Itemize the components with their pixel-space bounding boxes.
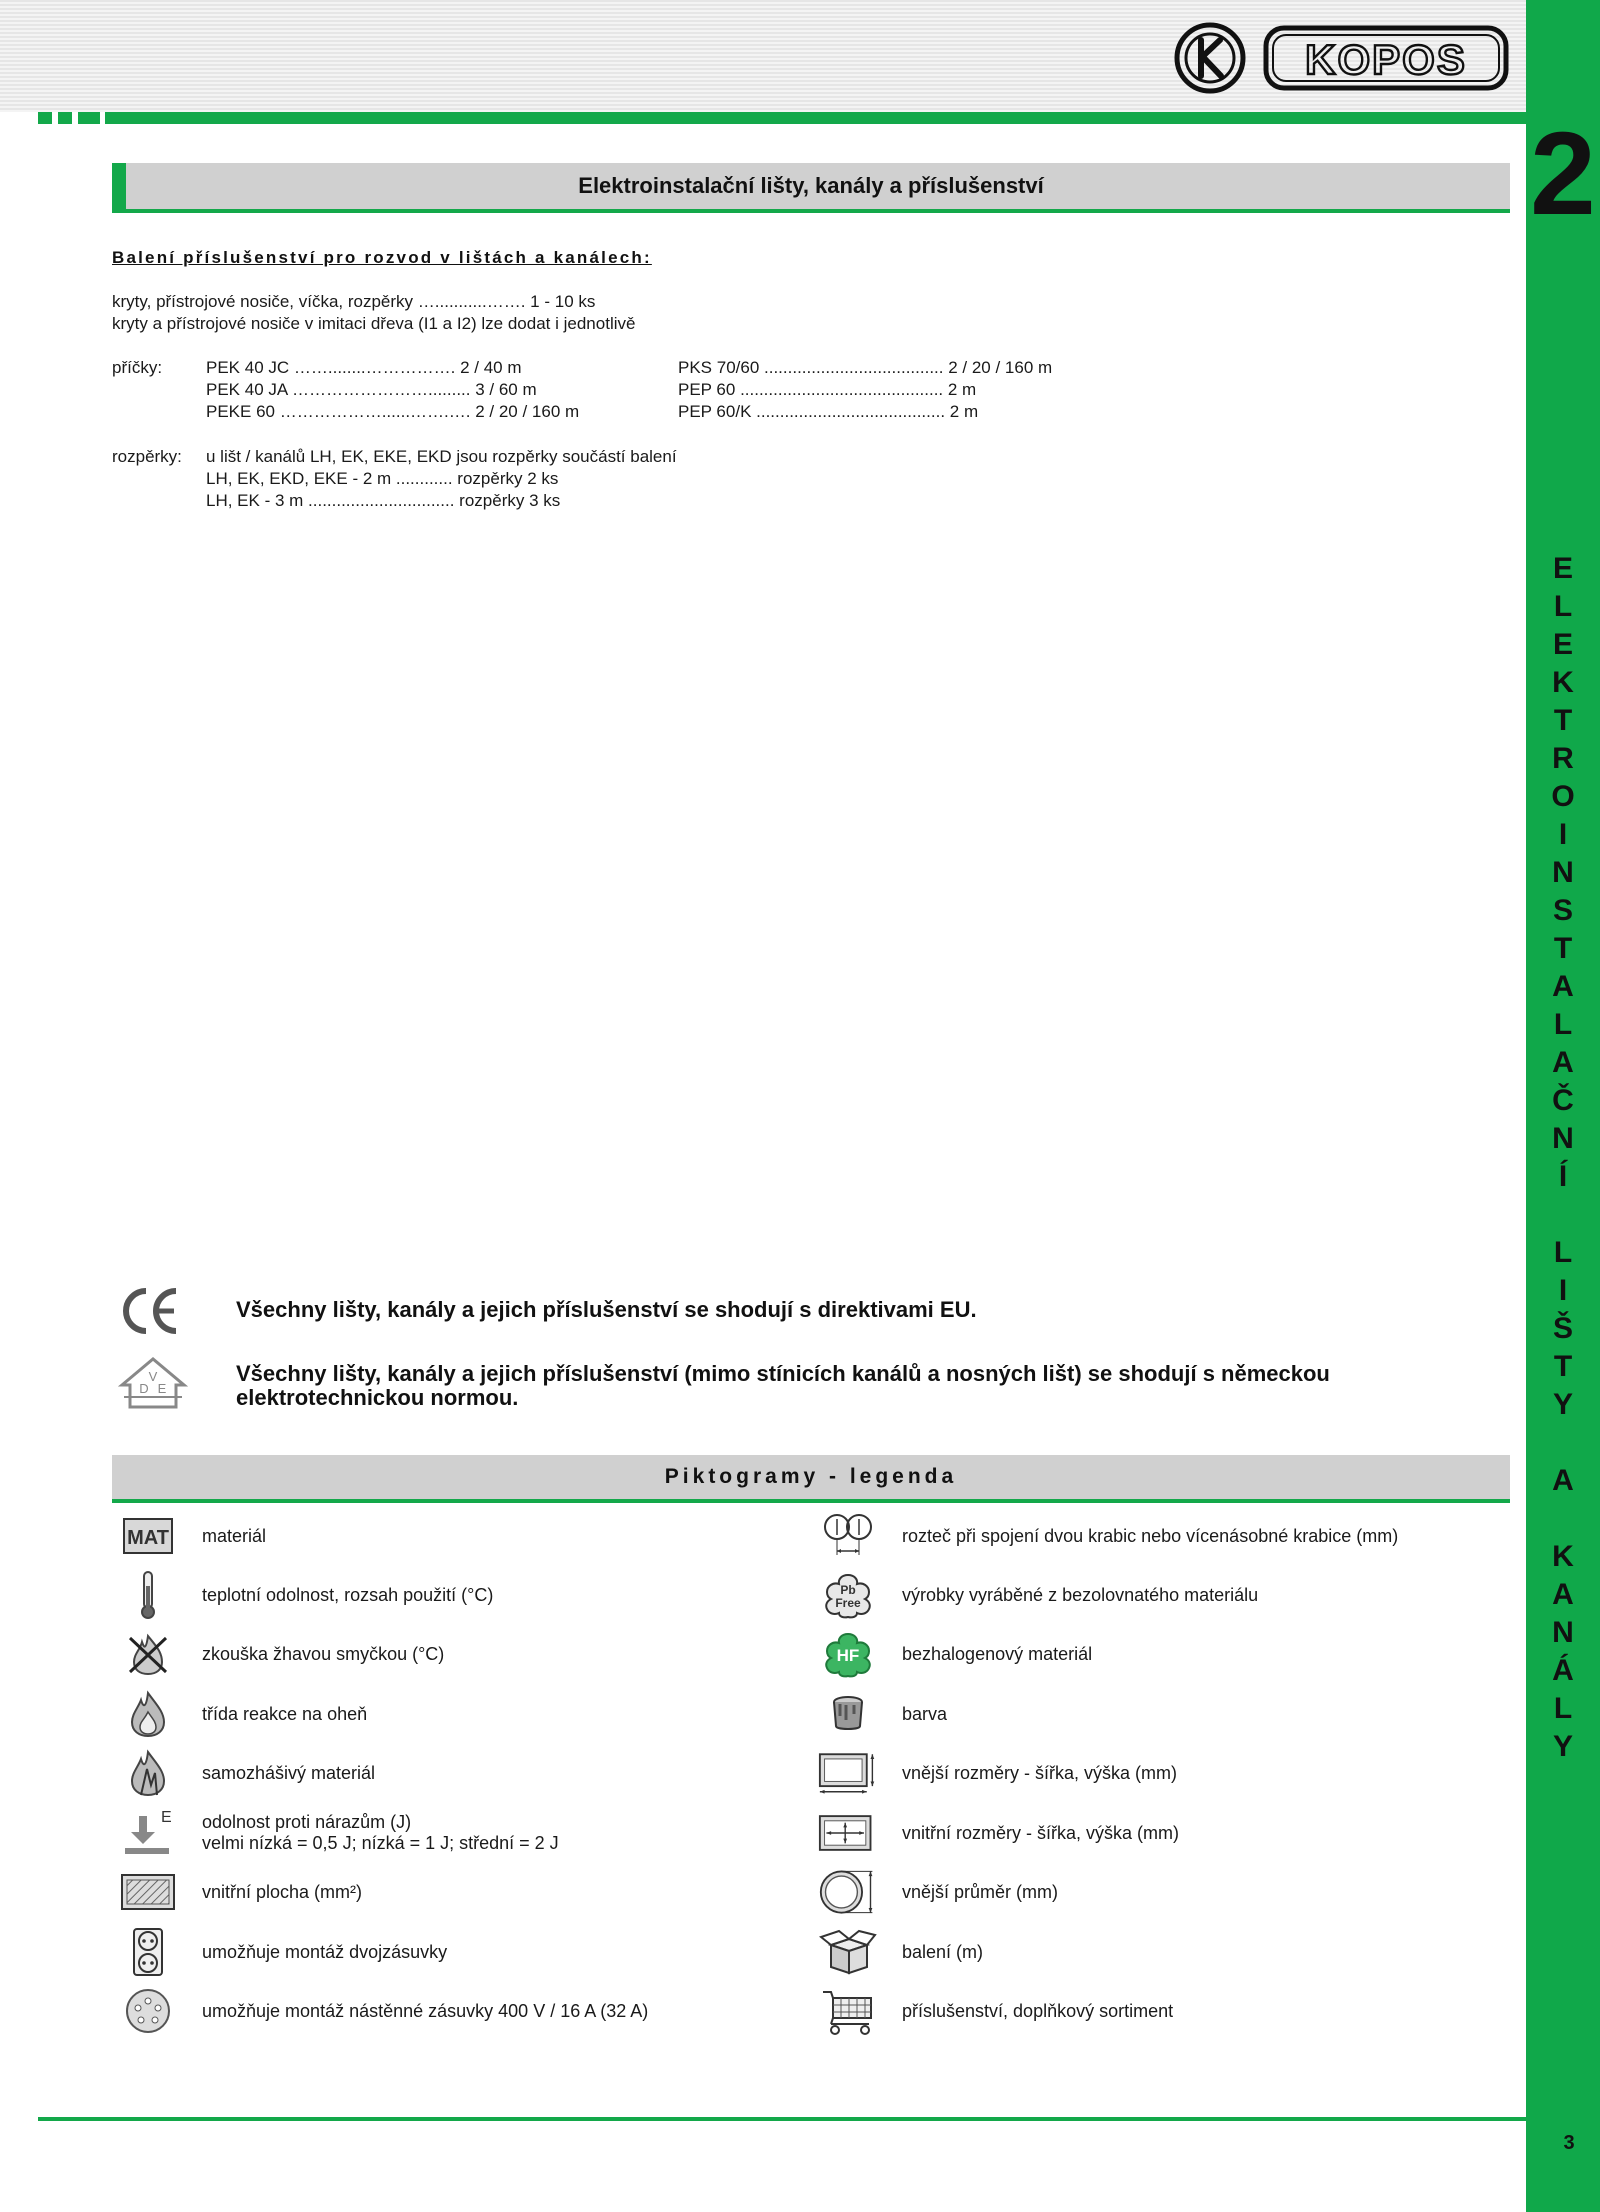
pricky-right-1: PKS 70/60 ...................................... 2 / 20 / 160 m <box>678 358 1053 377</box>
logo-text: KOPOS <box>1305 36 1467 83</box>
legend-item-inner-area <box>118 1867 362 1917</box>
sidebar-title-letter: Š <box>1552 1312 1573 1345</box>
sidebar-title-letter: N <box>1552 1122 1574 1155</box>
vde-statement-line-2: elektrotechnickou normou. <box>236 1385 519 1410</box>
sidebar-title-letter: T <box>1553 1350 1573 1383</box>
legend-item-glow-wire <box>118 1629 444 1679</box>
sidebar-title-letter <box>1526 1196 1600 1234</box>
sidebar-title-letter: E <box>1552 628 1573 661</box>
double-socket-icon <box>118 1927 178 1977</box>
legend-heading: Piktogramy - legenda <box>664 1465 958 1488</box>
sidebar-title-letter: O <box>1551 780 1575 813</box>
sidebar-title-letter: S <box>1552 894 1573 927</box>
page-title: Elektroinstalační lišty, kanály a příslušenství <box>578 173 1044 198</box>
legend-item-outer-dimensions <box>818 1748 1177 1798</box>
legend-item-accessories <box>818 1986 1173 2036</box>
package-box-icon <box>818 1927 878 1977</box>
legend-label: vnější rozměry - šířka, výška (mm) <box>902 1762 1178 1783</box>
header-dash-2 <box>58 112 72 124</box>
svg-text:HF: HF <box>836 1646 860 1665</box>
sidebar-title-letter: L <box>1553 1236 1573 1269</box>
impact-icon <box>118 1808 178 1858</box>
legend-item-temperature <box>118 1570 493 1620</box>
title-bar-underline <box>112 209 1510 213</box>
footer-line <box>38 2117 1526 2121</box>
legend-item-outer-diameter <box>818 1867 1058 1917</box>
rozperky-line-1: u lišt / kanálů LH, EK, EKE, EKD jsou rozpěrky součástí balení <box>206 447 677 466</box>
sidebar-title-letter: K <box>1552 1540 1574 1573</box>
legend-item-pb-free <box>818 1570 1258 1620</box>
legend-item-packaging <box>818 1927 983 1977</box>
sidebar-title-letter: T <box>1553 704 1573 737</box>
svg-text:E: E <box>157 1381 167 1396</box>
vde-statement <box>236 1362 1330 1410</box>
sidebar-title-letter: A <box>1552 1578 1574 1611</box>
socket-400v-icon <box>118 1986 178 2036</box>
sidebar-title-letter: A <box>1552 1464 1574 1497</box>
legend-heading-bar <box>112 1455 1510 1499</box>
kopos-logo <box>1170 20 1510 100</box>
ce-statement: Všechny lišty, kanály a jejich příslušenství se shodují s direktivami EU. <box>236 1297 977 1322</box>
rozperky-line-3: LH, EK - 3 m ............................... rozpěrky 3 ks <box>206 491 561 510</box>
svg-text:Free: Free <box>835 1596 861 1610</box>
box-pitch-icon <box>818 1511 878 1561</box>
svg-text:D: D <box>139 1381 149 1396</box>
legend-label-impact <box>202 1812 559 1854</box>
sidebar-title-letter: T <box>1553 932 1573 965</box>
sidebar-title-letter: L <box>1553 1008 1573 1041</box>
chapter-number: 2 <box>1530 108 1596 240</box>
rozperky-label: rozpěrky: <box>112 447 182 466</box>
legend-label: samozhášivý materiál <box>202 1762 376 1783</box>
sidebar-title-letter: Y <box>1552 1730 1573 1763</box>
sidebar-title-letter: Í <box>1558 1160 1568 1193</box>
ce-mark-icon <box>118 1283 182 1339</box>
legend-item-socket-400v <box>118 1986 648 2036</box>
inner-dimensions-icon <box>818 1808 878 1858</box>
header-green-line <box>105 112 1526 124</box>
legend-label: balení (m) <box>902 1941 984 1962</box>
header-dash-3 <box>78 112 100 124</box>
sidebar-title-letter: L <box>1553 590 1573 623</box>
packaging-line-1: kryty, přístrojové nosiče, víčka, rozpěrky …...........……. 1 - 10 ks <box>112 292 596 311</box>
legend-label: umožňuje montáž nástěnné zásuvky 400 V / 16 A (32 A) <box>202 2000 649 2021</box>
sidebar-title-letter: Y <box>1552 1388 1573 1421</box>
svg-text:Pb: Pb <box>840 1583 856 1597</box>
packaging-heading: Balení příslušenství pro rozvod v lištách a kanálech: <box>112 248 652 267</box>
sidebar-title-letter: I <box>1558 818 1568 851</box>
outer-diameter-icon <box>818 1867 878 1917</box>
legend-label: rozteč při spojení dvou krabic nebo vícenásobné krabice (mm) <box>902 1525 1399 1546</box>
outer-dimensions-icon <box>818 1748 878 1798</box>
sidebar-title-letter: N <box>1552 1616 1574 1649</box>
legend-label: příslušenství, doplňkový sortiment <box>902 2000 1174 2021</box>
title-bar-accent <box>112 163 126 213</box>
svg-text:V: V <box>148 1369 158 1384</box>
pricky-left-1: PEK 40 JC ……........……………. 2 / 40 m <box>206 358 522 377</box>
pb-free-icon <box>818 1570 878 1620</box>
sidebar-vertical-title <box>1526 550 1600 1766</box>
halogen-free-icon <box>818 1629 878 1679</box>
page-number: 3 <box>1563 2132 1575 2154</box>
legend-label: umožňuje montáž dvojzásuvky <box>202 1941 448 1962</box>
sidebar-title-letter: I <box>1558 1274 1568 1307</box>
flame-icon <box>118 1689 178 1739</box>
sidebar-title-letter: Á <box>1552 1654 1574 1687</box>
legend-item-double-socket <box>118 1927 447 1977</box>
legend-item-material <box>118 1511 266 1561</box>
sidebar-title-letter: A <box>1552 970 1574 1003</box>
legend-item-color <box>818 1689 947 1739</box>
sidebar-title-letter: L <box>1553 1692 1573 1725</box>
sidebar-title-letter: E <box>1552 552 1573 585</box>
pricky-label: příčky: <box>112 358 163 377</box>
legend-label: bezhalogenový materiál <box>902 1643 1093 1664</box>
pricky-right-2: PEP 60 ........................................... 2 m <box>678 380 977 399</box>
legend-label: odolnost proti nárazům (J) <box>202 1812 412 1832</box>
inner-area-icon <box>118 1867 178 1917</box>
sidebar-title-letter <box>1526 1500 1600 1538</box>
paint-bucket-icon <box>818 1689 878 1739</box>
mat-icon <box>118 1511 178 1561</box>
legend-item-self-extinguishing <box>118 1748 375 1798</box>
glow-wire-icon <box>118 1629 178 1679</box>
legend-label: vnitřní rozměry - šířka, výška (mm) <box>902 1822 1180 1843</box>
thermometer-icon <box>118 1570 178 1620</box>
sidebar-title-letter <box>1526 1424 1600 1462</box>
svg-text:MAT: MAT <box>127 1527 169 1549</box>
legend-label: materiál <box>202 1525 267 1546</box>
legend-item-inner-dimensions <box>818 1808 1179 1858</box>
legend-item-box-pitch <box>818 1511 1398 1561</box>
legend-label: vnitřní plocha (mm²) <box>202 1881 363 1902</box>
sidebar-title-letter: K <box>1552 666 1574 699</box>
pricky-left-2: PEK 40 JA ……………………......... 3 / 60 m <box>206 380 537 399</box>
legend-label: barva <box>902 1703 948 1724</box>
legend-item-impact <box>118 1808 559 1858</box>
legend-underline <box>112 1499 1510 1503</box>
sidebar-title-letter: N <box>1552 856 1574 889</box>
packaging-line-2: kryty a přístrojové nosiče v imitaci dřeva (I1 a I2) lze dodat i jednotlivě <box>112 314 636 333</box>
self-extinguishing-icon <box>118 1748 178 1798</box>
sidebar-title-letter: R <box>1552 742 1574 775</box>
legend-label: vnější průměr (mm) <box>902 1881 1059 1902</box>
vde-mark-icon <box>118 1355 188 1413</box>
legend-item-halogen-free <box>818 1629 1092 1679</box>
sidebar-title-letter: Č <box>1552 1084 1574 1117</box>
legend-label: výrobky vyráběné z bezolovnatého materiálu <box>902 1584 1259 1605</box>
sidebar-title-letter: A <box>1552 1046 1574 1079</box>
svg-text:E: E <box>161 1809 172 1826</box>
legend-label: teplotní odolnost, rozsah použití (°C) <box>202 1584 494 1605</box>
pricky-left-3: PEKE 60 ………………......…….…. 2 / 20 / 160 m <box>206 402 580 421</box>
shopping-cart-icon <box>818 1986 878 2036</box>
legend-item-fire-class <box>118 1689 367 1739</box>
header-dash-1 <box>38 112 52 124</box>
legend-label-detail: velmi nízká = 0,5 J; nízká = 1 J; střední = 2 J <box>202 1833 559 1853</box>
page-title-bar <box>112 163 1510 209</box>
legend-label: třída reakce na oheň <box>202 1703 368 1724</box>
pricky-right-3: PEP 60/K ........................................ 2 m <box>678 402 979 421</box>
legend-label: zkouška žhavou smyčkou (°C) <box>202 1643 445 1664</box>
vde-statement-line-1: Všechny lišty, kanály a jejich příslušenství (mimo stínicích kanálů a nosných lišt) se shodují s německou <box>236 1361 1330 1386</box>
rozperky-line-2: LH, EK, EKD, EKE - 2 m ............ rozpěrky 2 ks <box>206 469 559 488</box>
